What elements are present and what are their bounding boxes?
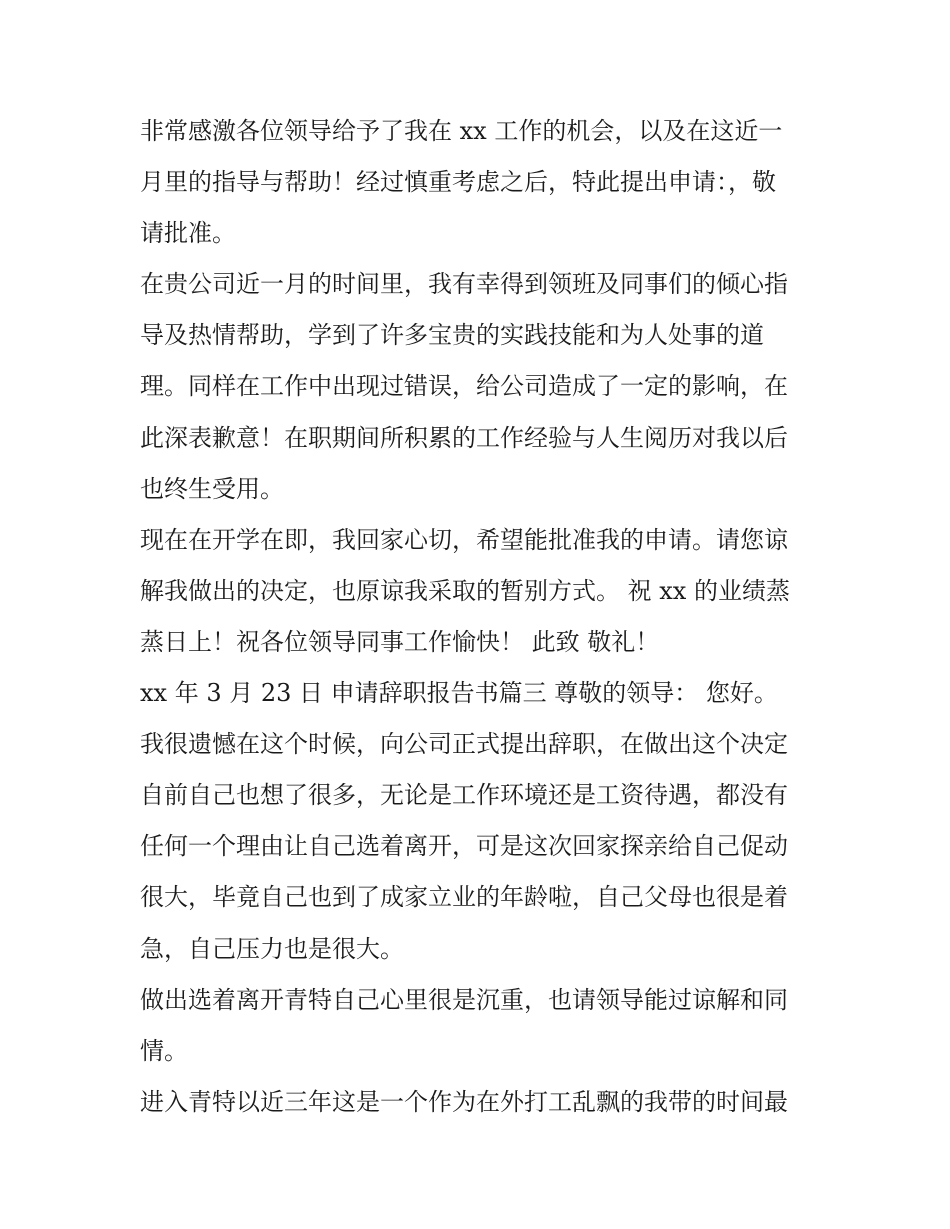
paragraph-decision xyxy=(140,975,816,1077)
text-line: 做出选着离开青特自己心里很是沉重，也请领导能过谅解和同 xyxy=(140,985,788,1014)
text-line: 月里的指导与帮助！经过慎重考虑之后，特此提出申请：，敬 xyxy=(140,168,776,197)
paragraph-experience xyxy=(140,259,816,514)
text-line: 解我做出的决定，也原谅我采取的暂别方式。 祝 xx 的业绩蒸 xyxy=(140,576,790,605)
text-line: 情。 xyxy=(140,1036,188,1065)
text-line: 很大，毕竟自己也到了成家立业的年龄啦，自己父母也很是着 xyxy=(140,883,788,912)
document-body xyxy=(140,106,816,1128)
text-line: xx 年 3 月 23 日 申请辞职报告书篇三 尊敬的领导： 您好。 xyxy=(140,679,778,708)
text-line: 自前自己也想了很多，无论是工作环境还是工资待遇，都没有 xyxy=(140,781,788,810)
text-line: 急，自己压力也是很大。 xyxy=(140,934,404,963)
text-line: 导及热情帮助，学到了许多宝贵的实践技能和为人处事的道 xyxy=(140,321,764,350)
paragraph-date-heading xyxy=(140,668,816,719)
paragraph-tenure xyxy=(140,1077,816,1128)
paragraph-regret xyxy=(140,719,816,974)
text-line: 蒸日上！祝各位领导同事工作愉快！ 此致 敬礼！ xyxy=(140,627,660,656)
text-line: 请批准。 xyxy=(140,219,236,248)
paragraph-thanks xyxy=(140,106,816,259)
text-line: 理。同样在工作中出现过错误，给公司造成了一定的影响，在 xyxy=(140,372,788,401)
text-line: 非常感激各位领导给予了我在 xx 工作的机会，以及在这近一 xyxy=(140,117,783,145)
text-line: 也终生受用。 xyxy=(140,474,284,503)
text-line: 我很遗憾在这个时候，向公司正式提出辞职，在做出这个决定 xyxy=(140,730,788,759)
text-line: 此深表歉意！在职期间所积累的工作经验与人生阅历对我以后 xyxy=(140,423,788,452)
paragraph-request xyxy=(140,515,816,668)
text-line: 进入青特以近三年这是一个作为在外打工乱飘的我带的时间最 xyxy=(140,1087,788,1116)
text-line: 在贵公司近一月的时间里，我有幸得到领班及同事们的倾心指 xyxy=(140,270,788,299)
text-line: 任何一个理由让自己选着离开，可是这次回家探亲给自己促动 xyxy=(140,832,788,861)
text-line: 现在在开学在即，我回家心切，希望能批准我的申请。请您谅 xyxy=(140,525,788,554)
